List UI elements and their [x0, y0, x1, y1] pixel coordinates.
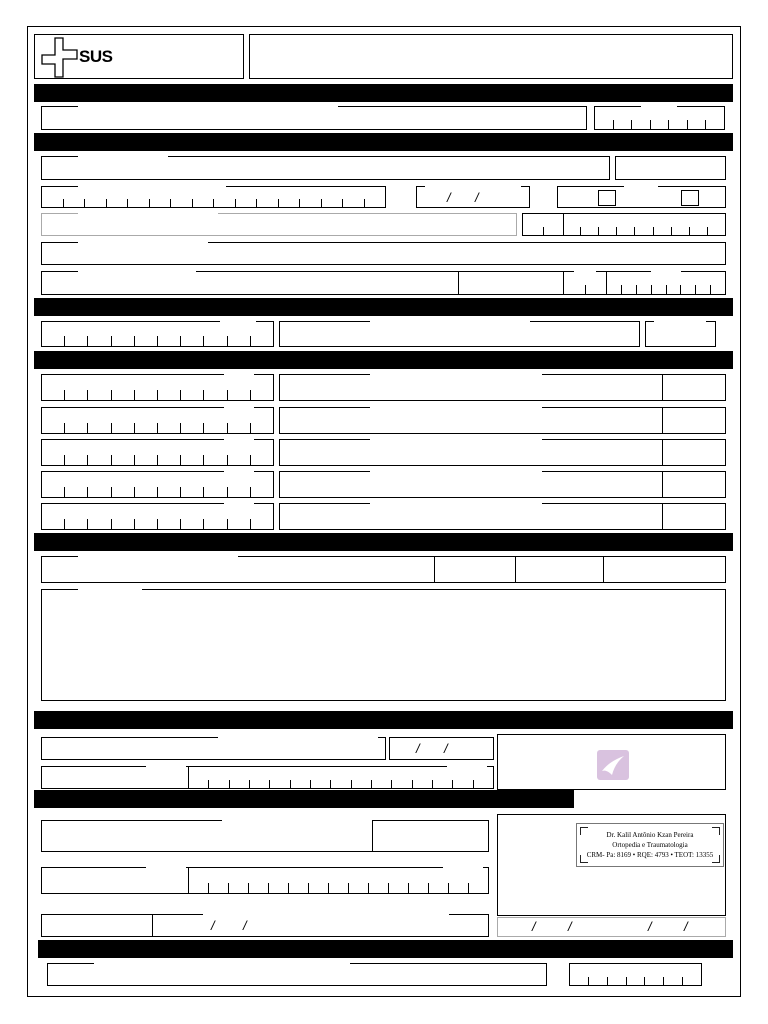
- requester-signature-area[interactable]: [497, 734, 726, 790]
- section-band: [34, 790, 574, 808]
- date-separator: /: [475, 190, 479, 205]
- authorizing-professional-field[interactable]: [41, 820, 373, 852]
- sex-female-checkbox[interactable]: [681, 190, 699, 206]
- secondary-procedure-code-field[interactable]: [41, 407, 274, 434]
- requester-document-type-field[interactable]: [41, 766, 189, 789]
- section-band: [34, 133, 733, 151]
- secondary-procedure-quantity-field[interactable]: [662, 374, 726, 401]
- authorization-date-field[interactable]: [41, 914, 153, 937]
- logo-box: [34, 34, 244, 79]
- secondary-procedure-quantity-field[interactable]: [662, 471, 726, 498]
- main-procedure-quantity-field[interactable]: [645, 321, 716, 347]
- section-band: [34, 533, 733, 551]
- secondary-procedure-quantity-field[interactable]: [662, 503, 726, 530]
- doctor-stamp: [576, 823, 724, 867]
- date-separator: /: [211, 918, 215, 933]
- patient-name-field[interactable]: [41, 156, 610, 180]
- cid-main-field[interactable]: [434, 556, 516, 583]
- main-procedure-code-field[interactable]: [41, 321, 274, 347]
- section-band: [34, 351, 733, 369]
- card-number-field[interactable]: [41, 186, 386, 208]
- ibge-code-field[interactable]: [458, 271, 564, 295]
- stamp-registration: CRM- Pa: 8169 • RQE: 4793 • TEOT: 13355: [586, 851, 714, 859]
- sex-field: [557, 186, 726, 208]
- secondary-procedure-code-field[interactable]: [41, 503, 274, 530]
- date-separator: /: [447, 190, 451, 205]
- logo-watermark-icon: [596, 749, 630, 781]
- secondary-procedure-name-field[interactable]: [279, 439, 663, 466]
- date-separator: /: [532, 919, 536, 934]
- zip-code-field[interactable]: [606, 271, 726, 295]
- executing-establishment-code-field[interactable]: [569, 963, 702, 986]
- stamp-doctor-name: Dr. Kalil Antônio Kzan Pereira: [606, 831, 694, 839]
- request-date-field[interactable]: [389, 737, 494, 760]
- establishment-name-field[interactable]: [41, 106, 587, 130]
- section-band: [34, 711, 733, 729]
- authorizer-document-type-field[interactable]: [41, 867, 189, 894]
- authorizer-signature-area[interactable]: [497, 814, 726, 916]
- main-procedure-name-field[interactable]: [279, 321, 640, 347]
- sex-male-checkbox[interactable]: [598, 190, 616, 206]
- date-separator: /: [568, 919, 572, 934]
- secondary-procedure-name-field[interactable]: [279, 471, 663, 498]
- logo-text: SUS: [79, 47, 113, 66]
- city-field[interactable]: [41, 271, 459, 295]
- form-title-box: [249, 34, 733, 79]
- address-field[interactable]: [41, 242, 726, 265]
- requesting-professional-field[interactable]: [41, 737, 386, 760]
- secondary-procedure-quantity-field[interactable]: [662, 407, 726, 434]
- secondary-procedure-name-field[interactable]: [279, 407, 663, 434]
- birth-date-field[interactable]: [416, 186, 530, 208]
- secondary-procedure-name-field[interactable]: [279, 503, 663, 530]
- establishment-code-field[interactable]: [594, 106, 725, 130]
- executing-establishment-field[interactable]: [47, 963, 547, 986]
- requester-document-number-field[interactable]: [188, 766, 494, 789]
- date-separator: /: [416, 741, 420, 756]
- diagnosis-field[interactable]: [41, 556, 435, 583]
- section-band: [38, 940, 733, 958]
- stamp-specialty: Ortopedia e Traumatologia: [612, 841, 688, 849]
- section-band: [34, 84, 733, 102]
- sus-cross-icon: [41, 37, 81, 79]
- date-separator: /: [648, 919, 652, 934]
- authorization-number-field[interactable]: [152, 914, 489, 937]
- authorizer-document-number-field[interactable]: [188, 867, 489, 894]
- clinical-observations-area[interactable]: [41, 589, 726, 701]
- date-separator: /: [444, 741, 448, 756]
- cid-secondary-field[interactable]: [515, 556, 604, 583]
- mother-name-field[interactable]: [41, 213, 517, 236]
- state-field[interactable]: [563, 271, 607, 295]
- section-band: [34, 298, 733, 316]
- cid-associated-field[interactable]: [603, 556, 726, 583]
- secondary-procedure-quantity-field[interactable]: [662, 439, 726, 466]
- secondary-procedure-name-field[interactable]: [279, 374, 663, 401]
- date-separator: /: [684, 919, 688, 934]
- validity-period-field[interactable]: [497, 917, 726, 937]
- date-separator: /: [243, 918, 247, 933]
- secondary-procedure-code-field[interactable]: [41, 471, 274, 498]
- secondary-procedure-code-field[interactable]: [41, 374, 274, 401]
- record-number-field[interactable]: [615, 156, 726, 180]
- phone-field[interactable]: [522, 213, 726, 236]
- authorization-code-field[interactable]: [372, 820, 489, 852]
- secondary-procedure-code-field[interactable]: [41, 439, 274, 466]
